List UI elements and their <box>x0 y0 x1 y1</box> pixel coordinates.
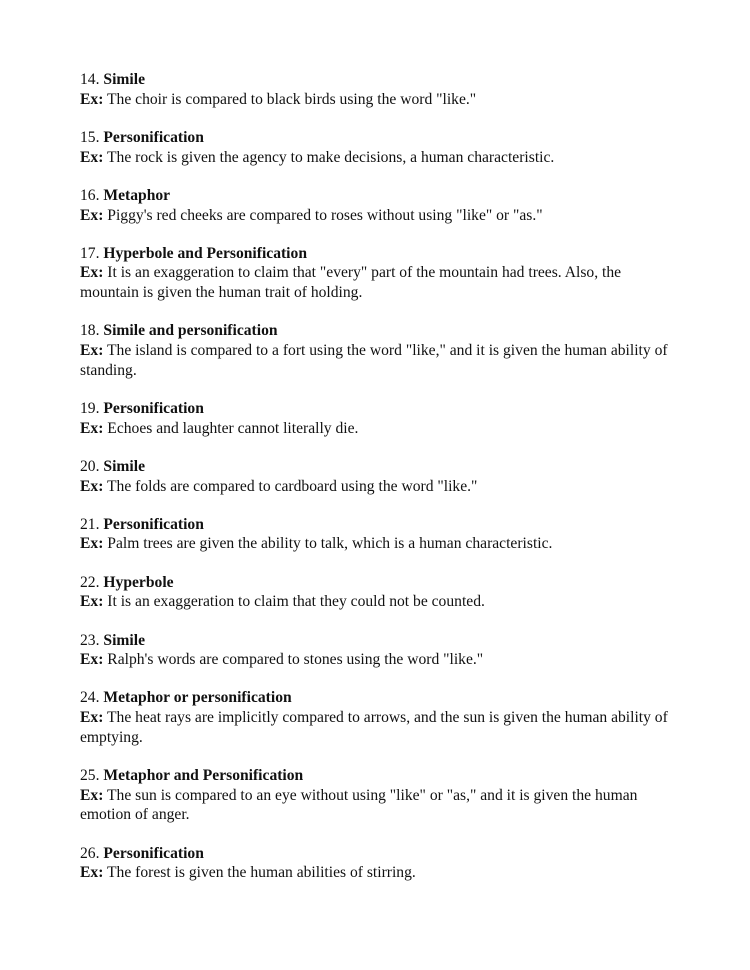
entry-number: 19. <box>80 399 100 417</box>
ex-label: Ex: <box>80 342 104 360</box>
entry-explanation <box>80 592 680 612</box>
ex-label: Ex: <box>80 864 104 882</box>
answer-entry-16 <box>80 186 680 225</box>
entry-answer: Simile <box>103 457 145 475</box>
explanation-text: The sun is compared to an eye without using "like" or "as," and it is given the human emotion of anger. <box>80 786 638 824</box>
answer-key-page <box>80 70 680 902</box>
ex-label: Ex: <box>80 535 104 553</box>
answer-entry-25 <box>80 766 680 825</box>
entry-number: 26. <box>80 844 100 862</box>
entry-explanation <box>80 148 680 168</box>
explanation-text: Piggy's red cheeks are compared to roses without using "like" or "as." <box>107 206 543 224</box>
entry-heading <box>80 631 680 651</box>
ex-label: Ex: <box>80 264 104 282</box>
explanation-text: The heat rays are implicitly compared to arrows, and the sun is given the human ability of emptying. <box>80 709 668 746</box>
ex-label: Ex: <box>80 786 104 804</box>
ex-label: Ex: <box>80 651 104 669</box>
entry-number: 14. <box>80 71 100 88</box>
entry-number: 18. <box>80 322 100 340</box>
entry-heading <box>80 766 680 786</box>
explanation-text: It is an exaggeration to claim that "every" part of the mountain had trees. Also, the mountain is given the human trait of holding. <box>80 264 622 302</box>
entry-number: 25. <box>80 767 100 785</box>
entry-explanation <box>80 786 680 825</box>
entry-answer: Simile <box>103 631 145 649</box>
answer-entry-22 <box>80 573 680 612</box>
entry-explanation <box>80 263 680 302</box>
answer-entry-15 <box>80 128 680 167</box>
entry-answer: Simile and personification <box>103 322 278 340</box>
entry-number: 17. <box>80 244 100 262</box>
explanation-text: The forest is given the human abilities of stirring. <box>107 864 416 882</box>
entry-number: 24. <box>80 689 100 707</box>
entry-explanation <box>80 341 680 380</box>
ex-label: Ex: <box>80 148 104 166</box>
entry-heading <box>80 128 680 148</box>
entry-answer: Metaphor or personification <box>103 689 292 707</box>
explanation-text: Echoes and laughter cannot literally die. <box>107 419 359 437</box>
answer-entry-19 <box>80 399 680 438</box>
answer-entry-26 <box>80 844 680 883</box>
entry-number: 16. <box>80 186 100 204</box>
entry-answer: Simile <box>103 71 145 88</box>
explanation-text: The choir is compared to black birds using the word "like." <box>107 90 477 108</box>
entry-heading <box>80 186 680 206</box>
entry-answer: Personification <box>103 844 204 862</box>
entry-explanation <box>80 206 680 226</box>
entry-heading <box>80 244 680 264</box>
entry-answer: Metaphor <box>103 186 171 204</box>
answer-entry-23 <box>80 631 680 670</box>
entry-explanation <box>80 708 680 747</box>
entry-heading <box>80 844 680 864</box>
entry-answer: Personification <box>103 399 204 417</box>
entry-explanation <box>80 419 680 439</box>
ex-label: Ex: <box>80 90 104 108</box>
ex-label: Ex: <box>80 419 104 437</box>
ex-label: Ex: <box>80 206 104 224</box>
entry-explanation <box>80 863 680 883</box>
explanation-text: The folds are compared to cardboard using the word "like." <box>107 477 478 495</box>
ex-label: Ex: <box>80 477 104 495</box>
entry-answer: Hyperbole <box>103 573 174 591</box>
entry-number: 22. <box>80 573 100 591</box>
answer-entry-17 <box>80 244 680 303</box>
entry-heading <box>80 688 680 708</box>
explanation-text: The rock is given the agency to make decisions, a human characteristic. <box>107 148 555 166</box>
explanation-text: Palm trees are given the ability to talk, which is a human characteristic. <box>107 535 553 553</box>
entry-number: 23. <box>80 631 100 649</box>
answer-entry-21 <box>80 515 680 554</box>
ex-label: Ex: <box>80 709 104 727</box>
entry-explanation <box>80 534 680 554</box>
ex-label: Ex: <box>80 593 104 611</box>
entry-number: 20. <box>80 457 100 475</box>
entry-answer: Personification <box>103 515 204 533</box>
explanation-text: It is an exaggeration to claim that they could not be counted. <box>107 593 485 611</box>
entry-explanation <box>80 650 680 670</box>
answer-entry-20 <box>80 457 680 496</box>
entry-heading <box>80 457 680 477</box>
entry-explanation <box>80 477 680 497</box>
entry-heading <box>80 515 680 535</box>
answer-entry-14 <box>80 70 680 109</box>
entry-heading <box>80 321 680 341</box>
explanation-text: The island is compared to a fort using the word "like," and it is given the human ability of standing. <box>80 342 668 379</box>
entry-answer: Hyperbole and Personification <box>103 244 307 262</box>
entry-explanation <box>80 90 680 110</box>
entry-answer: Personification <box>103 128 204 146</box>
explanation-text: Ralph's words are compared to stones using the word "like." <box>107 651 484 669</box>
entry-number: 15. <box>80 128 100 146</box>
entry-heading <box>80 70 680 90</box>
entry-number: 21. <box>80 515 100 533</box>
entry-answer: Metaphor and Personification <box>103 767 304 785</box>
entry-heading <box>80 399 680 419</box>
answer-entry-18 <box>80 321 680 380</box>
answer-entry-24 <box>80 688 680 747</box>
entry-heading <box>80 573 680 593</box>
